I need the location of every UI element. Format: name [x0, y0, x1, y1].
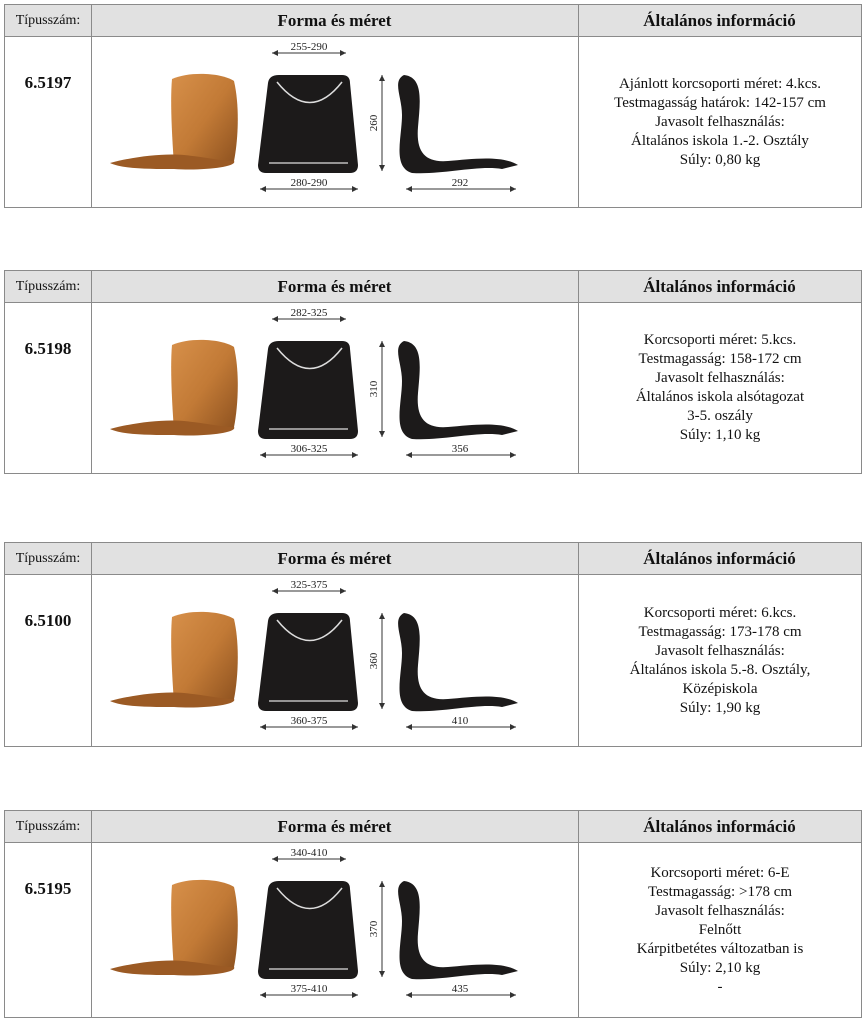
type-number-header: Típusszám:: [5, 811, 92, 842]
top-width-label: 282-325: [290, 307, 328, 319]
info-line: Általános iskola 1.-2. Osztály: [631, 132, 809, 149]
seat-figure: [92, 303, 578, 479]
wood-seat-image: [110, 340, 238, 436]
bottom-width-label: 280-290: [290, 177, 328, 189]
form-size-header: Forma és méret: [91, 543, 579, 574]
product-table: [4, 270, 862, 474]
seat-front-view: [258, 75, 358, 173]
height-label: 360: [368, 652, 380, 670]
wood-seat-image: [110, 74, 238, 170]
info-line: -: [717, 978, 723, 995]
table-header: [5, 271, 861, 303]
info-line: Felnőtt: [698, 921, 742, 938]
info-line: Súly: 1,10 kg: [679, 427, 761, 443]
table-header: [5, 811, 861, 843]
info-line: Javasolt felhasználás:: [655, 113, 785, 130]
dimension-bottom-width: [260, 177, 358, 192]
form-size-header: Forma és méret: [91, 811, 579, 842]
type-number-header: Típusszám:: [5, 271, 92, 302]
product-row: [5, 37, 861, 207]
seat-side-view: [398, 613, 518, 711]
seat-side-view: [398, 881, 518, 979]
dimension-depth: [406, 443, 516, 458]
dimension-top-width: [272, 41, 346, 56]
bottom-width-label: 306-325: [290, 443, 328, 455]
info-line: Testmagasság határok: 142-157 cm: [614, 94, 826, 111]
info-line: Súly: 0,80 kg: [679, 151, 761, 168]
seat-figure: [92, 37, 578, 213]
info-line: Korcsoporti méret: 5.kcs.: [643, 332, 797, 348]
height-label: 370: [368, 920, 380, 938]
info-line: Általános iskola 5.-8. Osztály,: [629, 661, 811, 678]
model-number: 6.5197: [24, 73, 72, 92]
info-line: Korcsoporti méret: 6-E: [650, 864, 790, 881]
info-line: Kárpitbetétes változatban is: [636, 940, 804, 957]
general-info: [579, 37, 861, 207]
seat-front-view: [258, 341, 358, 439]
seat-side-view: [398, 75, 518, 173]
form-size-header: Forma és méret: [91, 5, 579, 36]
model-number: 6.5198: [24, 339, 72, 358]
height-label: 310: [368, 380, 380, 398]
seat-front-view: [258, 881, 358, 979]
top-width-label: 340-410: [290, 847, 328, 859]
dimension-height: [368, 881, 385, 977]
info-line: Testmagasság: >178 cm: [647, 883, 793, 900]
info-line: Javasolt felhasználás:: [655, 370, 785, 386]
general-info-header: Általános információ: [643, 549, 796, 568]
dimension-depth: [406, 715, 516, 730]
dimension-depth: [406, 983, 516, 998]
top-width-label: 325-375: [290, 579, 328, 591]
dimension-height: [368, 613, 385, 709]
product-table: [4, 810, 862, 1018]
dimension-bottom-width: [260, 983, 358, 998]
seat-front-view: [258, 613, 358, 711]
type-number-header: Típusszám:: [5, 543, 92, 574]
depth-label: 356: [451, 443, 469, 455]
top-width-label: 255-290: [290, 41, 328, 53]
general-info-header: Általános információ: [643, 817, 796, 836]
info-line: Általános iskola alsótagozat: [635, 389, 805, 405]
wood-seat-image: [110, 612, 238, 708]
wood-seat-image: [110, 880, 238, 976]
table-header: [5, 5, 861, 37]
seat-side-view: [398, 341, 518, 439]
dimension-height: [368, 75, 385, 171]
info-line: Testmagasság: 173-178 cm: [638, 623, 802, 640]
dimension-depth: [406, 177, 516, 192]
dimension-height: [368, 341, 385, 437]
info-line: Súly: 1,90 kg: [679, 699, 761, 716]
form-size-header: Forma és méret: [91, 271, 579, 302]
product-row: [5, 303, 861, 473]
info-line: 3-5. oszály: [687, 408, 753, 424]
info-line: Testmagasság: 158-172 cm: [638, 351, 802, 367]
height-label: 260: [368, 114, 380, 132]
general-info: [579, 843, 861, 1017]
dimension-top-width: [272, 307, 346, 322]
table-header: [5, 543, 861, 575]
general-info: [579, 575, 861, 746]
dimension-top-width: [272, 847, 346, 862]
general-info-header: Általános információ: [643, 11, 796, 30]
info-line: Korcsoporti méret: 6.kcs.: [643, 604, 797, 621]
depth-label: 410: [451, 715, 469, 727]
product-table: [4, 542, 862, 747]
general-info-header: Általános információ: [643, 277, 796, 296]
depth-label: 292: [451, 177, 469, 189]
info-line: Ajánlott korcsoporti méret: 4.kcs.: [618, 75, 822, 92]
info-line: Javasolt felhasználás:: [655, 642, 785, 659]
info-line: Javasolt felhasználás:: [655, 902, 785, 919]
info-line: Súly: 2,10 kg: [679, 959, 761, 976]
dimension-top-width: [272, 579, 346, 594]
type-number-header: Típusszám:: [5, 5, 92, 36]
general-info: [579, 303, 861, 473]
seat-figure: [92, 575, 578, 751]
info-line: Középiskola: [682, 680, 758, 697]
product-row: [5, 575, 861, 746]
product-row: [5, 843, 861, 1017]
depth-label: 435: [451, 983, 469, 995]
model-number: 6.5100: [24, 611, 72, 630]
bottom-width-label: 360-375: [290, 715, 328, 727]
product-table: [4, 4, 862, 208]
dimension-bottom-width: [260, 443, 358, 458]
bottom-width-label: 375-410: [290, 983, 328, 995]
seat-figure: [92, 843, 578, 1019]
dimension-bottom-width: [260, 715, 358, 730]
model-number: 6.5195: [24, 879, 72, 898]
